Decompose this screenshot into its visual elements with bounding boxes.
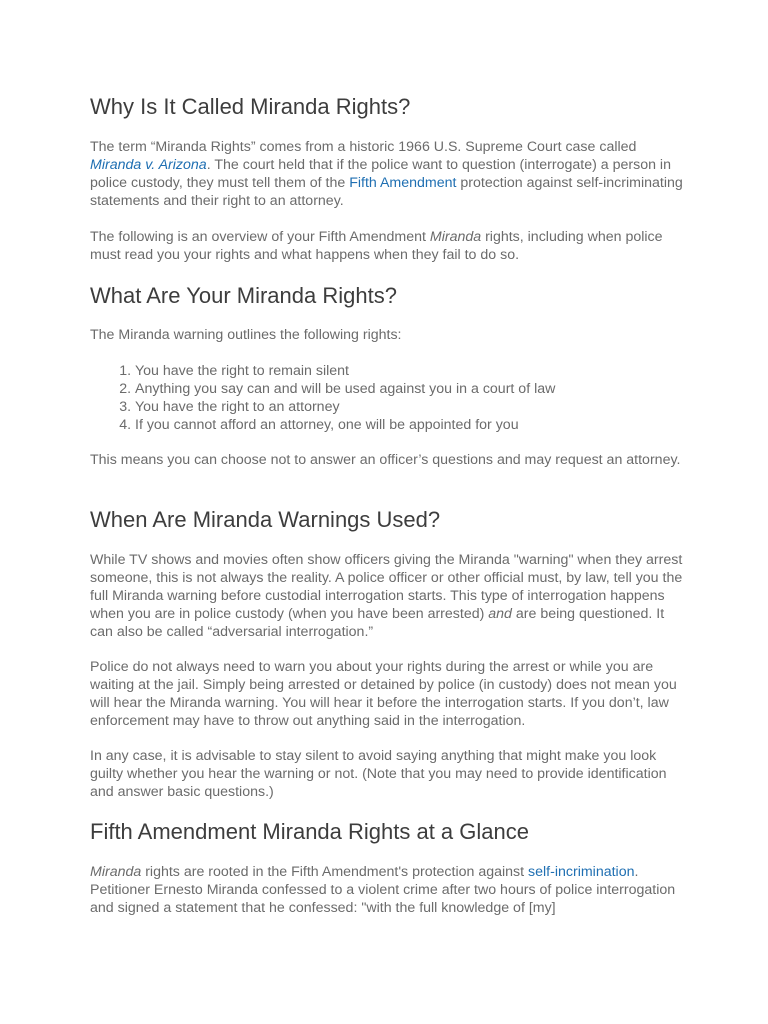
text: While TV shows and movies often show officers giving the Miranda "warning" when they arrest someone, this is not always the reality. A police officer or other official must, by law, tell you the full Miranda warning before custodial interrogation starts. This type of interrogation happens when you are in police custody (when you have been arrested) <box>90 552 683 622</box>
heading-what-are-rights: What Are Your Miranda Rights? <box>90 283 397 308</box>
link-self-incrimination[interactable]: self-incrimination <box>528 864 635 880</box>
link-miranda-v-arizona[interactable]: Miranda v. Arizona <box>90 157 207 173</box>
heading-why-miranda: Why Is It Called Miranda Rights? <box>90 94 411 119</box>
paragraph-tv-shows <box>90 551 690 641</box>
emphasis: Miranda <box>429 229 482 245</box>
text: protection against self-incriminating statements and their right to an attorney. <box>90 175 683 209</box>
paragraph-means: This means you can choose not to answer an officer’s questions and may request an attorney. <box>90 452 681 468</box>
list-item: 1. You have the right to remain silent <box>135 362 690 380</box>
paragraph-rooted <box>90 863 690 917</box>
text: The term “Miranda Rights” comes from a historic 1966 U.S. Supreme Court case called <box>90 139 637 155</box>
list-item: 4. If you cannot afford an attorney, one will be appointed for you <box>135 416 690 434</box>
rights-list <box>90 362 690 434</box>
list-item: 2. Anything you say can and will be used against you in a court of law <box>135 380 690 398</box>
text: The following is an overview of your Fifth Amendment <box>90 229 430 245</box>
paragraph-warning-intro: The Miranda warning outlines the following rights: <box>90 327 402 343</box>
paragraph-stay-silent: In any case, it is advisable to stay silent to avoid saying anything that might make you look guilty whether you hear the warning or not. (Note that you may need to provide identification and answer basic questions.) <box>90 748 667 800</box>
paragraph-police-warn: Police do not always need to warn you about your rights during the arrest or while you are waiting at the jail. Simply being arrested or detained by police (in custody) does not mean you will hear the Miranda warning. You will hear it before the interrogation starts. If you don’t, law enforcement may have to throw out anything said in the interrogation. <box>90 659 677 729</box>
link-fifth-amendment[interactable]: Fifth Amendment <box>349 175 457 191</box>
emphasis: Miranda <box>90 864 142 880</box>
text: . The court held that if the police want to question (interrogate) a person in police custody, they must tell them of the <box>90 157 671 191</box>
text: . Petitioner Ernesto Miranda confessed to a violent crime after two hours of police interrogation and signed a statement that he confessed: "with the full knowledge of [my] <box>90 864 676 916</box>
text: are being questioned. It can also be called “adversarial interrogation.” <box>90 606 665 640</box>
heading-at-a-glance: Fifth Amendment Miranda Rights at a Glance <box>90 819 529 844</box>
text: rights, including when police must read you your rights and what happens when they fail to do so. <box>90 229 663 263</box>
text: rights are rooted in the Fifth Amendment's protection against <box>141 864 529 880</box>
list-item: 3. You have the right to an attorney <box>135 398 690 416</box>
paragraph-term-origin <box>90 138 690 210</box>
paragraph-overview <box>90 228 690 264</box>
emphasis: and <box>488 606 512 622</box>
heading-when-used: When Are Miranda Warnings Used? <box>90 507 441 532</box>
